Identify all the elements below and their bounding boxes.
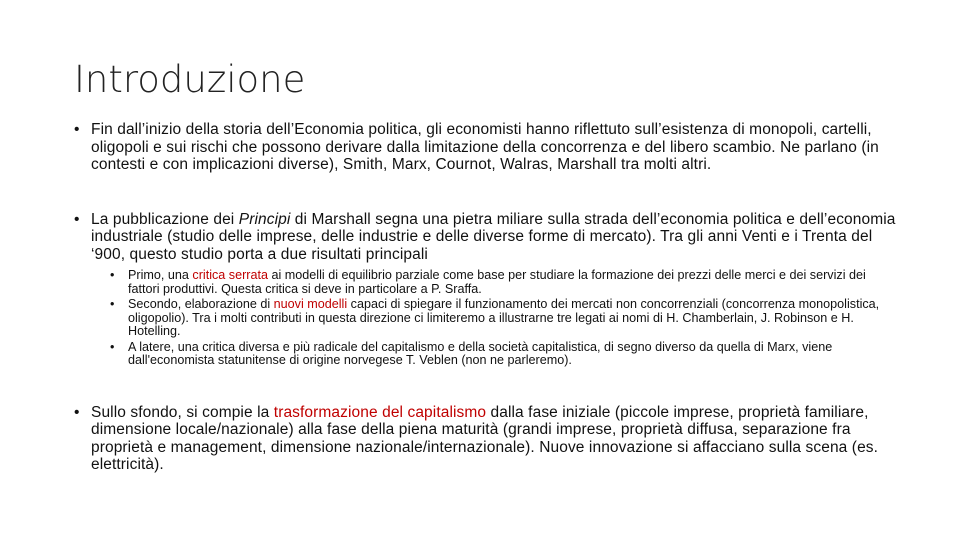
- bullet-trasformazione-post: dalla fase iniziale (piccole imprese, proprietà familiare, dimensione locale/nazionale) alla fase della piena maturità (grandi imprese, proprietà diffusa, separazione fra proprietà e management, dimensione nazionale/internazionale). Nuove innovazione si affacciano sulla scena (es. elettricità).: [91, 403, 879, 473]
- sub-bullet-veblen-text: A latere, una critica diversa e più radicale del capitalismo e della società capitalistica, di segno diverso da quella di Marx, viene dall'economista statunitense di origine norvegese T. Veblen (non ne parleremo).: [128, 339, 833, 367]
- sub-bullet-modelli-pre: Secondo, elaborazione di: [128, 297, 274, 311]
- bullet-trasformazione-pre: Sullo sfondo, si compie la: [91, 403, 274, 421]
- sub-bullet-modelli-post: capaci di spiegare il funzionamento dei mercati non concorrenziali (concorrenza monopolistica, oligopolio). Tra i molti contributi in questa direzione ci limiteremo a illustrarne tre legati ai nomi di H. Chamberlain, J. Robinson e H. Hotelling.: [128, 297, 880, 338]
- bullet-marshall: [74, 211, 904, 264]
- bullet-trasformazione: [74, 404, 904, 474]
- sub-bullet-critica-pre: Primo, una: [128, 268, 193, 282]
- sub-bullet-veblen: [110, 341, 900, 368]
- bullet-history: [74, 121, 904, 174]
- bullet-list: [74, 121, 904, 474]
- highlight-critica-serrata: critica serrata: [192, 268, 268, 282]
- sub-bullet-list: [110, 269, 900, 368]
- bullet-marshall-text-pre: La pubblicazione dei: [91, 210, 239, 228]
- sub-bullet-critica-post: ai modelli di equilibrio parziale come base per studiare la formazione dei prezzi delle merci e dei servizi dei fattori produttivi. Questa critica si deve in particolare a P. Sraffa.: [128, 268, 866, 296]
- highlight-trasformazione: trasformazione del capitalismo: [273, 403, 487, 421]
- slide-title: Introduzione: [74, 58, 306, 101]
- sub-bullet-critica: [110, 269, 900, 296]
- sub-bullet-modelli: [110, 298, 900, 339]
- bullet-history-text: Fin dall’inizio della storia dell’Economia politica, gli economisti hanno riflettuto sull’esistenza di monopoli, cartelli, oligopoli e sui rischi che possono derivare dalla limitazione della concorrenza e del libero scambio. Ne parlano (in contesti e con implicazioni diverse), Smith, Marx, Cournot, Walras, Marshall tra molti altri.: [91, 121, 879, 173]
- principi-italic: Principi: [238, 210, 291, 228]
- bullet-marshall-text-post: di Marshall segna una pietra miliare sulla strada dell’economia politica e dell’economia industriale (studio delle imprese, delle industrie e delle diverse forme di mercato). Tra gli anni Venti e i Trenta del ‘900, questo studio porta a due risultati principali: [91, 210, 896, 263]
- highlight-nuovi-modelli: nuovi modelli: [273, 297, 348, 311]
